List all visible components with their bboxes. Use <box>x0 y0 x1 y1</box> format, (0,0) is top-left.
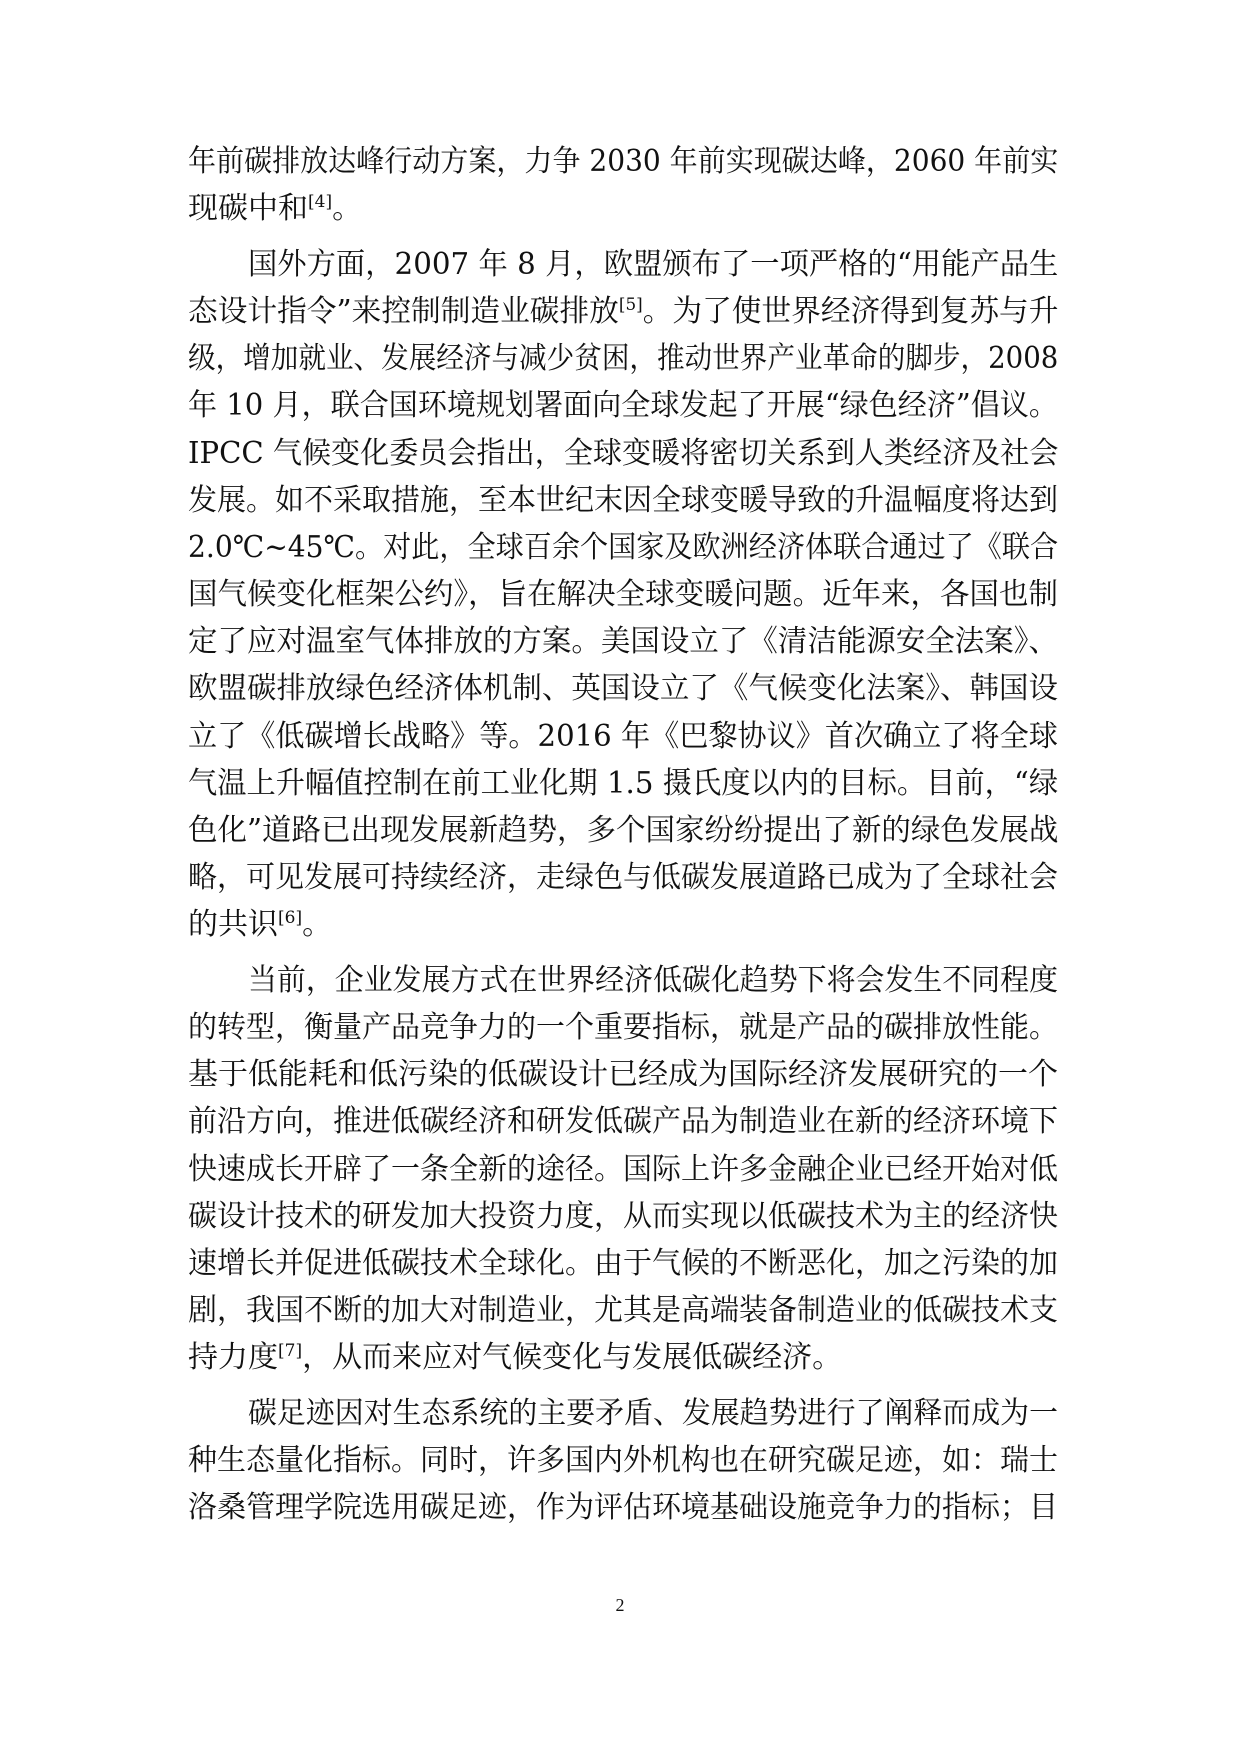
text-line: 基于低能耗和低污染的低碳设计已经成为国际经济发展研究的一个 <box>188 1057 1058 1092</box>
text-line: 碳设计技术的研发加大投资力度，从而实现以低碳技术为主的经济快 <box>188 1199 1058 1234</box>
paragraph-start-line: 碳足迹因对生态系统的主要矛盾、发展趋势进行了阐释而成为一 <box>248 1396 1058 1431</box>
text-line: 年前碳排放达峰行动方案，力争 2030 年前实现碳达峰，2060 年前实 <box>188 144 1059 179</box>
text-line: 现碳中和[4]。 <box>188 191 363 226</box>
text-line: 略，可见发展可持续经济，走绿色与低碳发展道路已成为了全球社会 <box>188 860 1058 895</box>
text-line: 的共识[6]。 <box>188 907 333 942</box>
text-line: 年 10 月，联合国环境规划署面向全球发起了开展“绿色经济”倡议。 <box>188 388 1058 423</box>
text-line: 级，增加就业、发展经济与减少贫困，推动世界产业革命的脚步，2008 <box>188 341 1059 376</box>
text-line: 立了《低碳增长战略》等。2016 年《巴黎协议》首次确立了将全球 <box>188 719 1058 754</box>
text-line: 的转型，衡量产品竞争力的一个重要指标，就是产品的碳排放性能。 <box>188 1010 1058 1045</box>
text-line: 速增长并促进低碳技术全球化。由于气候的不断恶化，加之污染的加 <box>188 1246 1058 1281</box>
text-line: 国气候变化框架公约》，旨在解决全球变暖问题。近年来，各国也制 <box>188 577 1058 612</box>
text-line: 发展。如不采取措施，至本世纪末因全球变暖导致的升温幅度将达到 <box>188 483 1058 518</box>
text-line: 欧盟碳排放绿色经济体机制、英国设立了《气候变化法案》、韩国设 <box>188 671 1058 706</box>
text-line: 前沿方向，推进低碳经济和研发低碳产品为制造业在新的经济环境下 <box>188 1104 1058 1139</box>
text-line: 种生态量化指标。同时，许多国内外机构也在研究碳足迹，如：瑞士 <box>188 1443 1058 1478</box>
paragraph-start-line: 当前，企业发展方式在世界经济低碳化趋势下将会发生不同程度 <box>248 963 1058 998</box>
text-line: 持力度[7]，从而来应对气候变化与发展低碳经济。 <box>188 1340 843 1375</box>
paragraph-start-line: 国外方面，2007 年 8 月，欧盟颁布了一项严格的“用能产品生 <box>248 247 1059 282</box>
text-line: 2.0℃~45℃。对此，全球百余个国家及欧洲经济体联合通过了《联合 <box>188 530 1059 565</box>
text-line: 洛桑管理学院选用碳足迹，作为评估环境基础设施竞争力的指标；目 <box>188 1490 1058 1525</box>
citation-ref: [7] <box>278 1341 303 1361</box>
page-number: 2 <box>615 1595 625 1615</box>
text-line: 色化”道路已出现发展新趋势，多个国家纷纷提出了新的绿色发展战 <box>188 813 1059 848</box>
text-line: 气温上升幅值控制在前工业化期 1.5 摄氏度以内的目标。目前，“绿 <box>188 766 1059 801</box>
text-line: 剧，我国不断的加大对制造业，尤其是高端装备制造业的低碳技术支 <box>188 1293 1058 1328</box>
citation-ref: [6] <box>278 908 303 928</box>
text-line: 快速成长开辟了一条全新的途径。国际上许多金融企业已经开始对低 <box>188 1152 1058 1187</box>
text-line: 定了应对温室气体排放的方案。美国设立了《清洁能源安全法案》、 <box>188 624 1058 659</box>
text-line: IPCC 气候变化委员会指出，全球变暖将密切关系到人类经济及社会 <box>188 436 1059 471</box>
text-line: 态设计指令”来控制制造业碳排放[5]。为了使世界经济得到复苏与升 <box>188 294 1059 329</box>
citation-ref: [5] <box>618 295 643 315</box>
citation-ref: [4] <box>308 192 333 212</box>
